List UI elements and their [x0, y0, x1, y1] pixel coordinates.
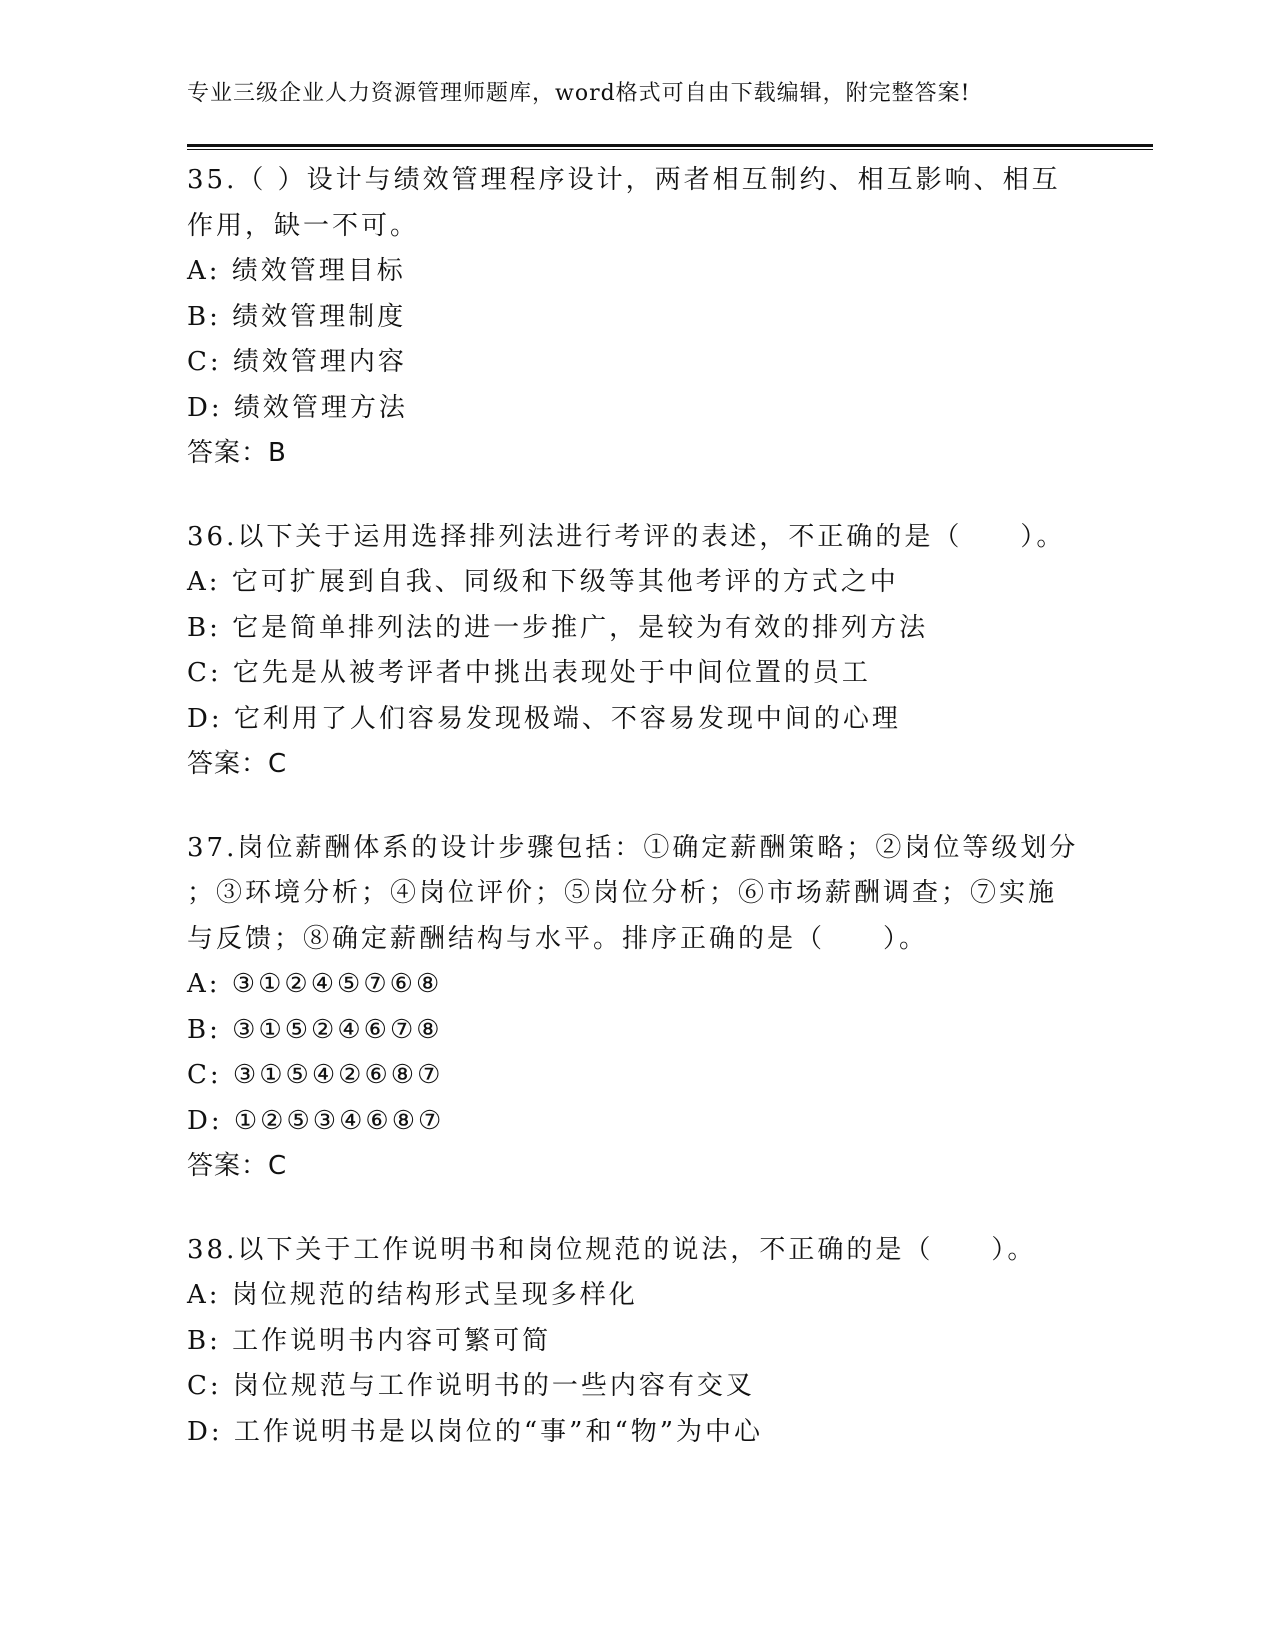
option-d: D: ①②⑤③④⑥⑧⑦: [187, 1105, 445, 1136]
question-38: [187, 1228, 1087, 1456]
question-36: [187, 515, 1087, 788]
option-c: C: 它先是从被考评者中挑出表现处于中间位置的员工: [187, 658, 871, 688]
answer: 答案：C: [187, 1151, 288, 1181]
question-stem: ；③环境分析；④岗位评价；⑤岗位分析；⑥市场薪酬调查；⑦实施: [187, 878, 1058, 908]
question-stem: 与反馈；⑧确定薪酬结构与水平。排序正确的是（ ）。: [187, 923, 929, 954]
option-d: D: 工作说明书是以岗位的“事”和“物”为中心: [187, 1416, 764, 1447]
question-stem: 35.（ ）设计与绩效管理程序设计，两者相互制约、相互影响、相互: [187, 165, 1061, 195]
answer: 答案：C: [187, 749, 288, 779]
option-c: C: 绩效管理内容: [187, 347, 407, 377]
option-b: B: 绩效管理制度: [187, 301, 407, 332]
question-37: [187, 826, 1087, 1190]
option-d: D: 它利用了人们容易发现极端、不容易发现中间的心理: [187, 703, 901, 734]
answer: 答案：B: [187, 438, 287, 468]
option-b: B: 它是简单排列法的进一步推广，是较为有效的排列方法: [187, 612, 929, 643]
header-rule-thin: [187, 149, 1153, 150]
question-list: [187, 158, 1087, 1493]
page-header: 专业三级企业人力资源管理师题库，word格式可自由下载编辑，附完整答案!: [187, 81, 971, 106]
question-stem: 38.以下关于工作说明书和岗位规范的说法，不正确的是（ ）。: [187, 1234, 1037, 1265]
question-stem: 37.岗位薪酬体系的设计步骤包括：①确定薪酬策略；②岗位等级划分: [187, 832, 1079, 863]
option-a: A: ③①②④⑤⑦⑥⑧: [187, 969, 443, 999]
option-b: B: 工作说明书内容可繁可简: [187, 1325, 552, 1356]
question-stem: 36.以下关于运用选择排列法进行考评的表述，不正确的是（ ）。: [187, 521, 1066, 552]
option-d: D: 绩效管理方法: [187, 392, 408, 423]
question-35: [187, 158, 1087, 477]
question-stem: 作用，缺一不可。: [187, 210, 420, 241]
option-a: A: 它可扩展到自我、同级和下级等其他考评的方式之中: [187, 567, 899, 597]
option-a: A: 岗位规范的结构形式呈现多样化: [187, 1280, 638, 1310]
option-a: A: 绩效管理目标: [187, 256, 406, 286]
header-rule-thick: [187, 144, 1153, 147]
option-c: C: 岗位规范与工作说明书的一些内容有交叉: [187, 1371, 755, 1401]
option-b: B: ③①⑤②④⑥⑦⑧: [187, 1014, 443, 1045]
option-c: C: ③①⑤④②⑥⑧⑦: [187, 1060, 444, 1090]
